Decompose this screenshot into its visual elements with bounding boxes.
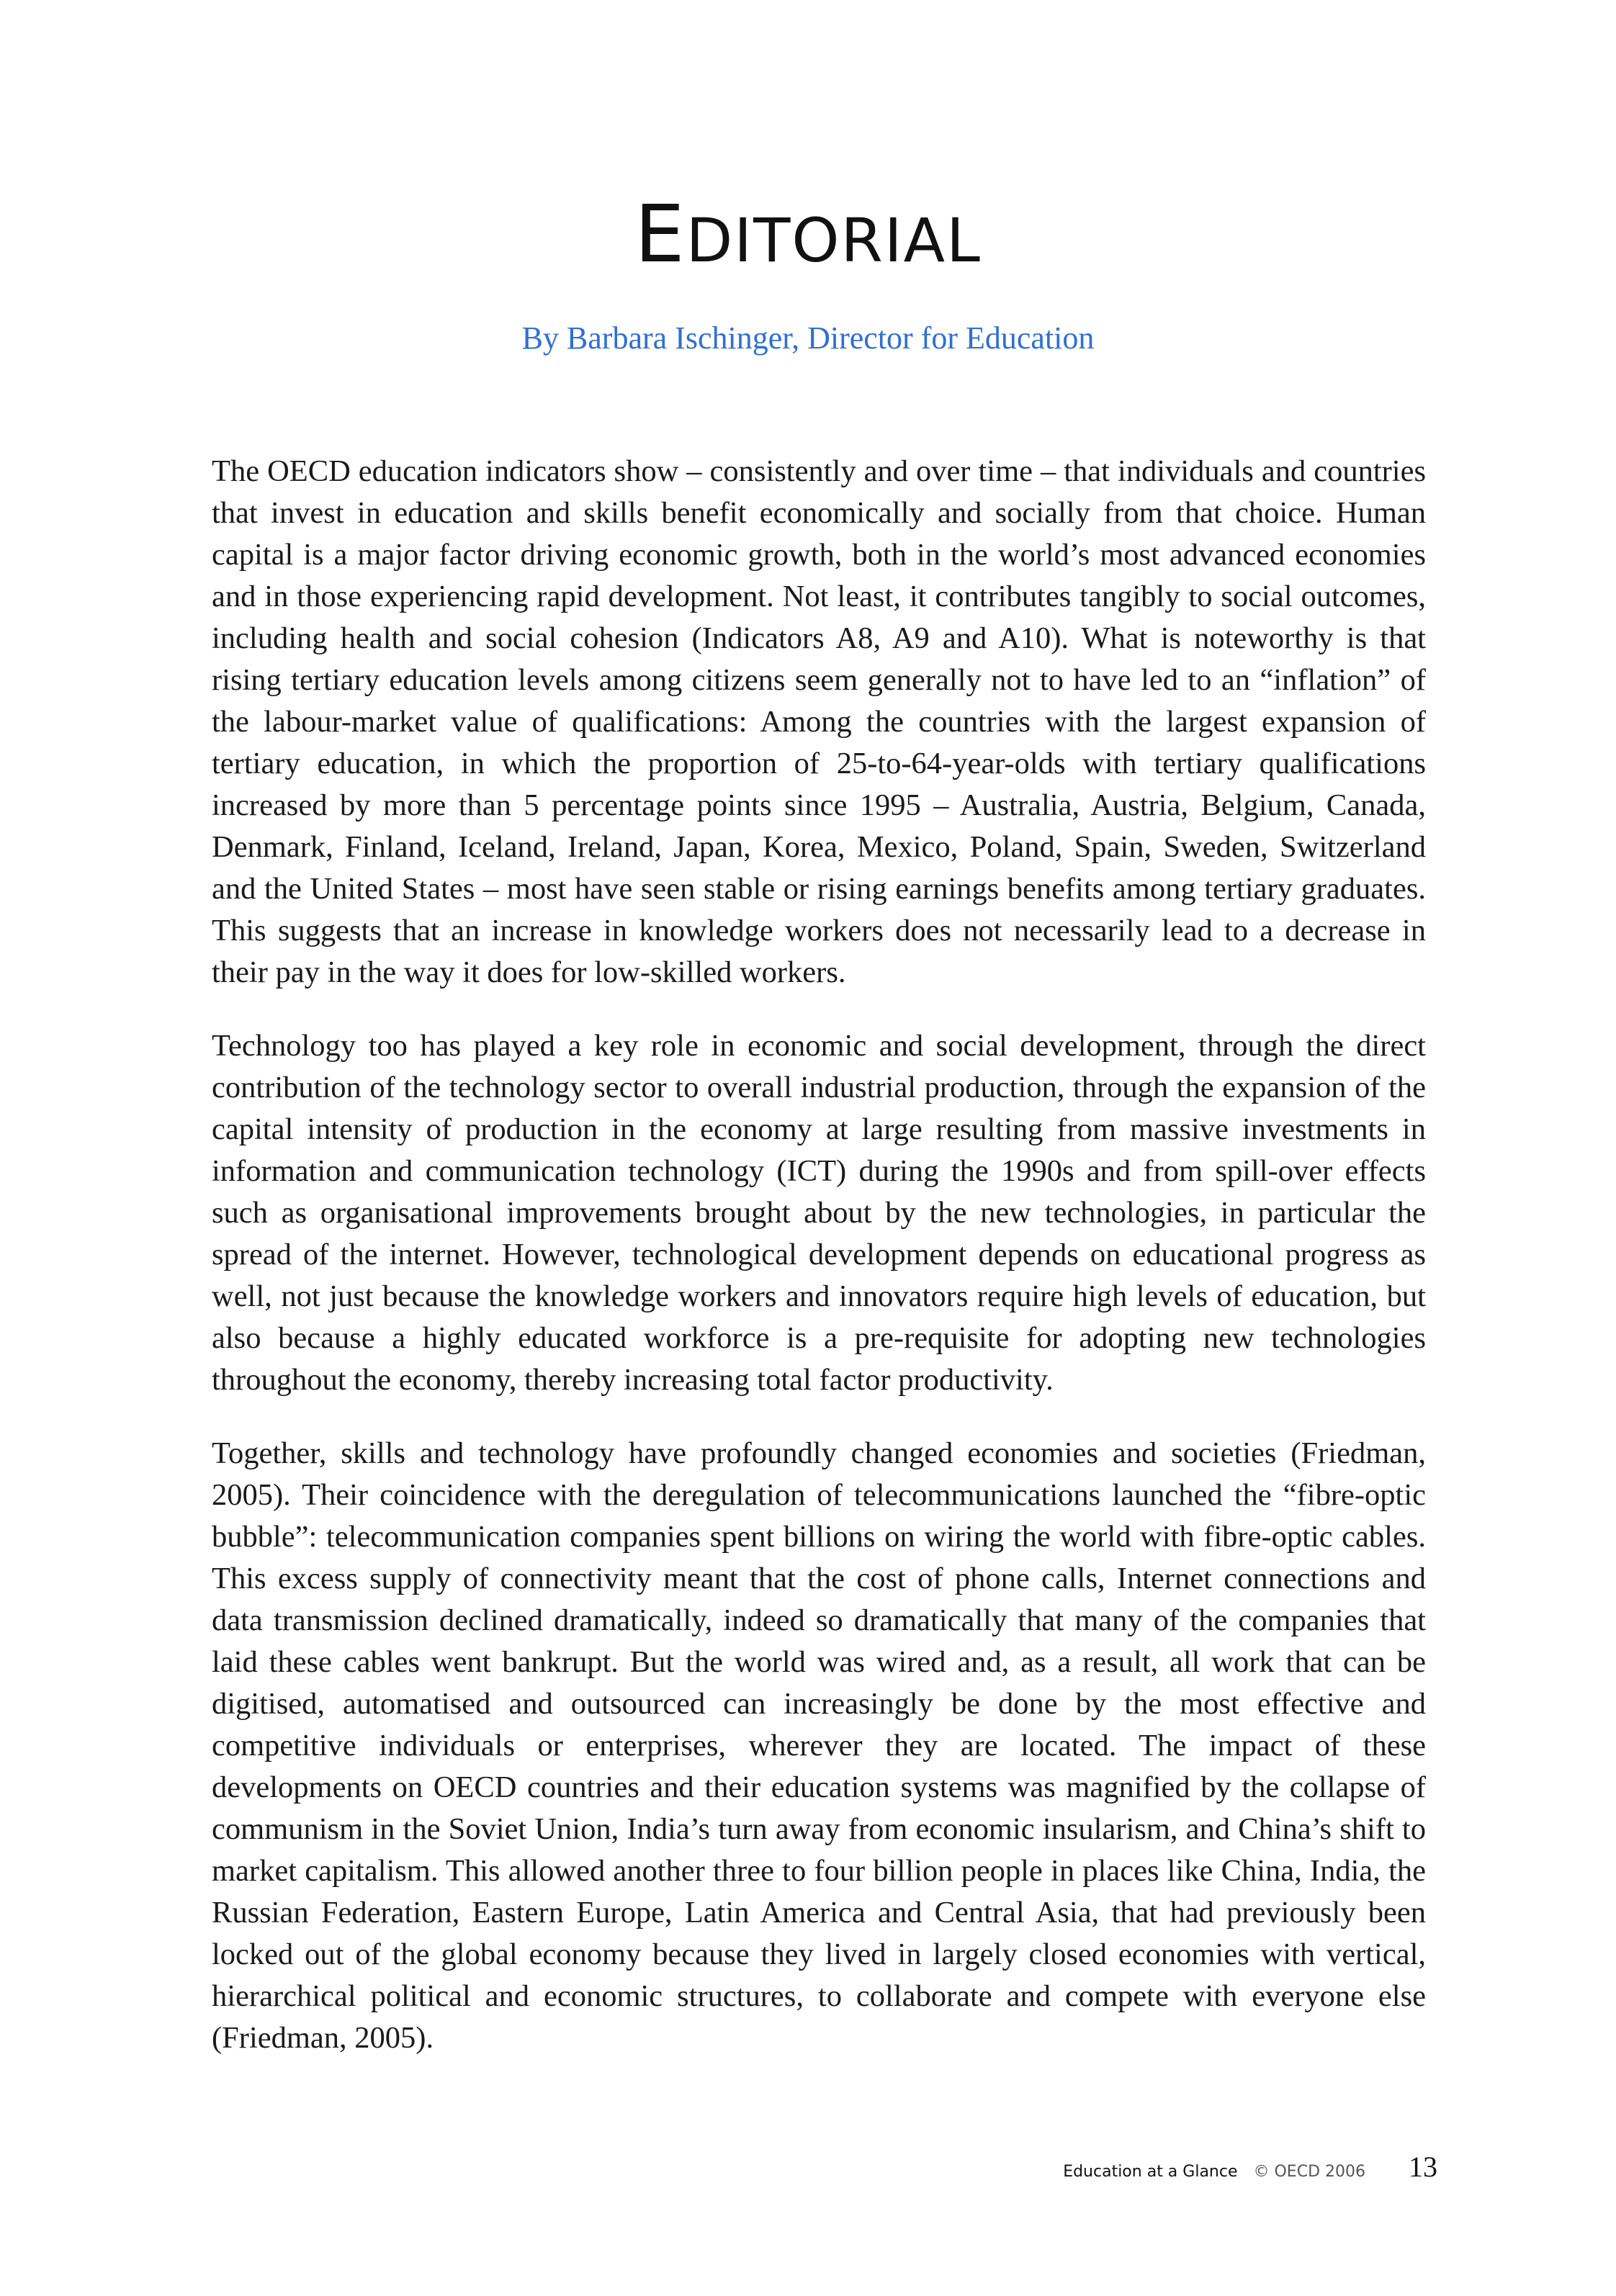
paragraph-1: The OECD education indicators show – consistently and over time – that individuals and countries that invest in education and skills benefit economically and socially from that choice. Human capital is a major factor driving economic growth, both in the world’s most advanced economies and in those experiencing rapid development. Not least, it contributes tangibly to social outcomes, including health and social cohesion (Indicators A8, A9 and A10). What is noteworthy is that rising tertiary education levels among citizens seem generally not to have led to an “inflation” of the labour-market value of qualifications: Among the countries with the largest expansion of tertiary education, in which the proportion of 25-to-64-year-olds with tertiary qualifications increased by more than 5 percentage points since 1995 – Australia, Austria, Belgium, Canada, Denmark, Finland, Iceland, Ireland, Japan, Korea, Mexico, Poland, Spain, Sweden, Switzerland and the United States – most have seen stable or rising earnings benefits among tertiary graduates. This suggests that an increase in knowledge workers does not necessarily lead to a decrease in their pay in the way it does for low-skilled workers. (212, 454, 1426, 989)
page-title-rest: DITORIAL (686, 205, 982, 276)
footer-copyright: © OECD 2006 (1253, 2163, 1365, 2181)
page-number: 13 (1409, 2151, 1437, 2183)
footer-publication: Education at a Glance (1063, 2163, 1238, 2181)
paragraph-3: Together, skills and technology have profoundly changed economies and societies (Friedman, 2005). Their coincidence with the deregulation of telecommunications launched the “fibre-optic bubble”: telecommunication companies spent billions on wiring the world with fibre-optic cables. This excess supply of connectivity meant that the cost of phone calls, Internet connections and data transmission declined dramatically, indeed so dramatically that many of the companies that laid these cables went bankrupt. But the world was wired and, as a result, all work that can be digitised, automatised and outsourced can increasingly be done by the most effective and competitive individuals or enterprises, wherever they are located. The impact of these developments on OECD countries and their education systems was magnified by the collapse of communism in the Soviet Union, India’s turn away from economic insularism, and China’s shift to market capitalism. This allowed another three to four billion people in places like China, India, the Russian Federation, Eastern Europe, Latin America and Central Asia, that had previously been locked out of the global economy because they lived in largely closed economies with vertical, hierarchical political and economic structures, to collaborate and compete with everyone else (Friedman, 2005). (212, 1436, 1426, 2055)
page-footer (1063, 2150, 1437, 2184)
paragraph-2: Technology too has played a key role in economic and social development, through the direct contribution of the technology sector to overall industrial production, through the expansion of the capital intensity of production in the economy at large resulting from massive investments in information and communication technology (ICT) during the 1990s and from spill-over effects such as organisational improvements brought about by the new technologies, in particular the spread of the internet. However, technological development depends on educational progress as well, not just because the knowledge workers and innovators require high levels of education, but also because a highly educated workforce is a pre-requisite for adopting new technologies throughout the economy, thereby increasing total factor productivity. (212, 1029, 1426, 1397)
article-body (212, 451, 1426, 2091)
page-title-initial: E (634, 188, 686, 280)
byline: By Barbara Ischinger, Director for Education (521, 320, 1095, 356)
page-title (0, 188, 1616, 280)
